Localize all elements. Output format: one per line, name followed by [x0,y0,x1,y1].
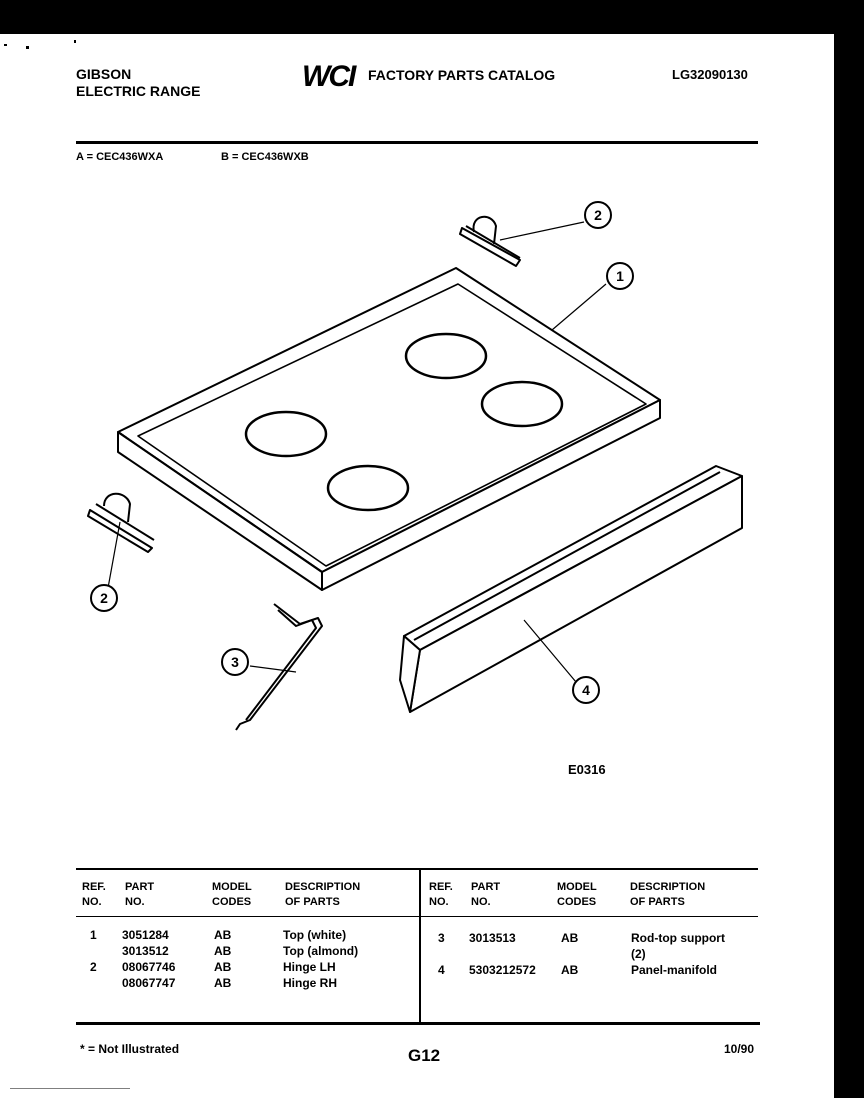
brand-name: GIBSON [76,66,132,82]
scan-border-top [0,0,864,34]
table-top-rule [76,868,758,870]
scan-speck [4,44,7,46]
product-type: ELECTRIC RANGE [76,83,201,99]
callout-2-left: 2 [100,590,108,606]
header-description-right: DESCRIPTION OF PARTS [630,881,706,908]
page-number: G12 [408,1046,441,1065]
callout-4: 4 [582,682,590,698]
table-header-rule [76,916,758,917]
exploded-parts-diagram [0,180,834,780]
catalog-title: FACTORY PARTS CATALOG [368,67,556,83]
table-bottom-rule [76,1022,760,1025]
callout-3: 3 [231,654,239,670]
scan-speck [74,40,76,43]
hinge-right-part-2 [460,217,520,266]
header-part-no-right: PART NO. [471,881,501,908]
logo-text: WCI [302,60,355,92]
brand-block [76,66,200,100]
scan-speck [26,46,29,49]
table-divider [419,870,421,1023]
footnote: * = Not Illustrated [80,1042,180,1056]
model-a-label: A = CEC436WXA [76,151,164,163]
header-model-codes-right: MODEL CODES [557,881,597,908]
header-model-codes: MODEL CODES [212,881,252,908]
callout-2-top: 2 [594,207,602,223]
hinge-left-part-2 [88,494,154,552]
callout-1: 1 [616,268,624,284]
rod-support-part-3 [236,604,322,730]
wci-logo [300,58,364,92]
revision-date: 10/90 [724,1042,755,1056]
scan-speck [10,1088,130,1089]
header-ref-no-right: REF. NO. [429,881,453,908]
header-part-no: PART NO. [125,881,155,908]
scan-border-right [834,0,864,1098]
header-rule [76,141,758,144]
drawing-number: E0316 [568,762,606,777]
header-description: DESCRIPTION OF PARTS [285,881,361,908]
header-ref-no: REF. NO. [82,881,106,908]
catalog-number: LG32090130 [672,67,748,82]
model-b-label: B = CEC436WXB [221,151,309,163]
